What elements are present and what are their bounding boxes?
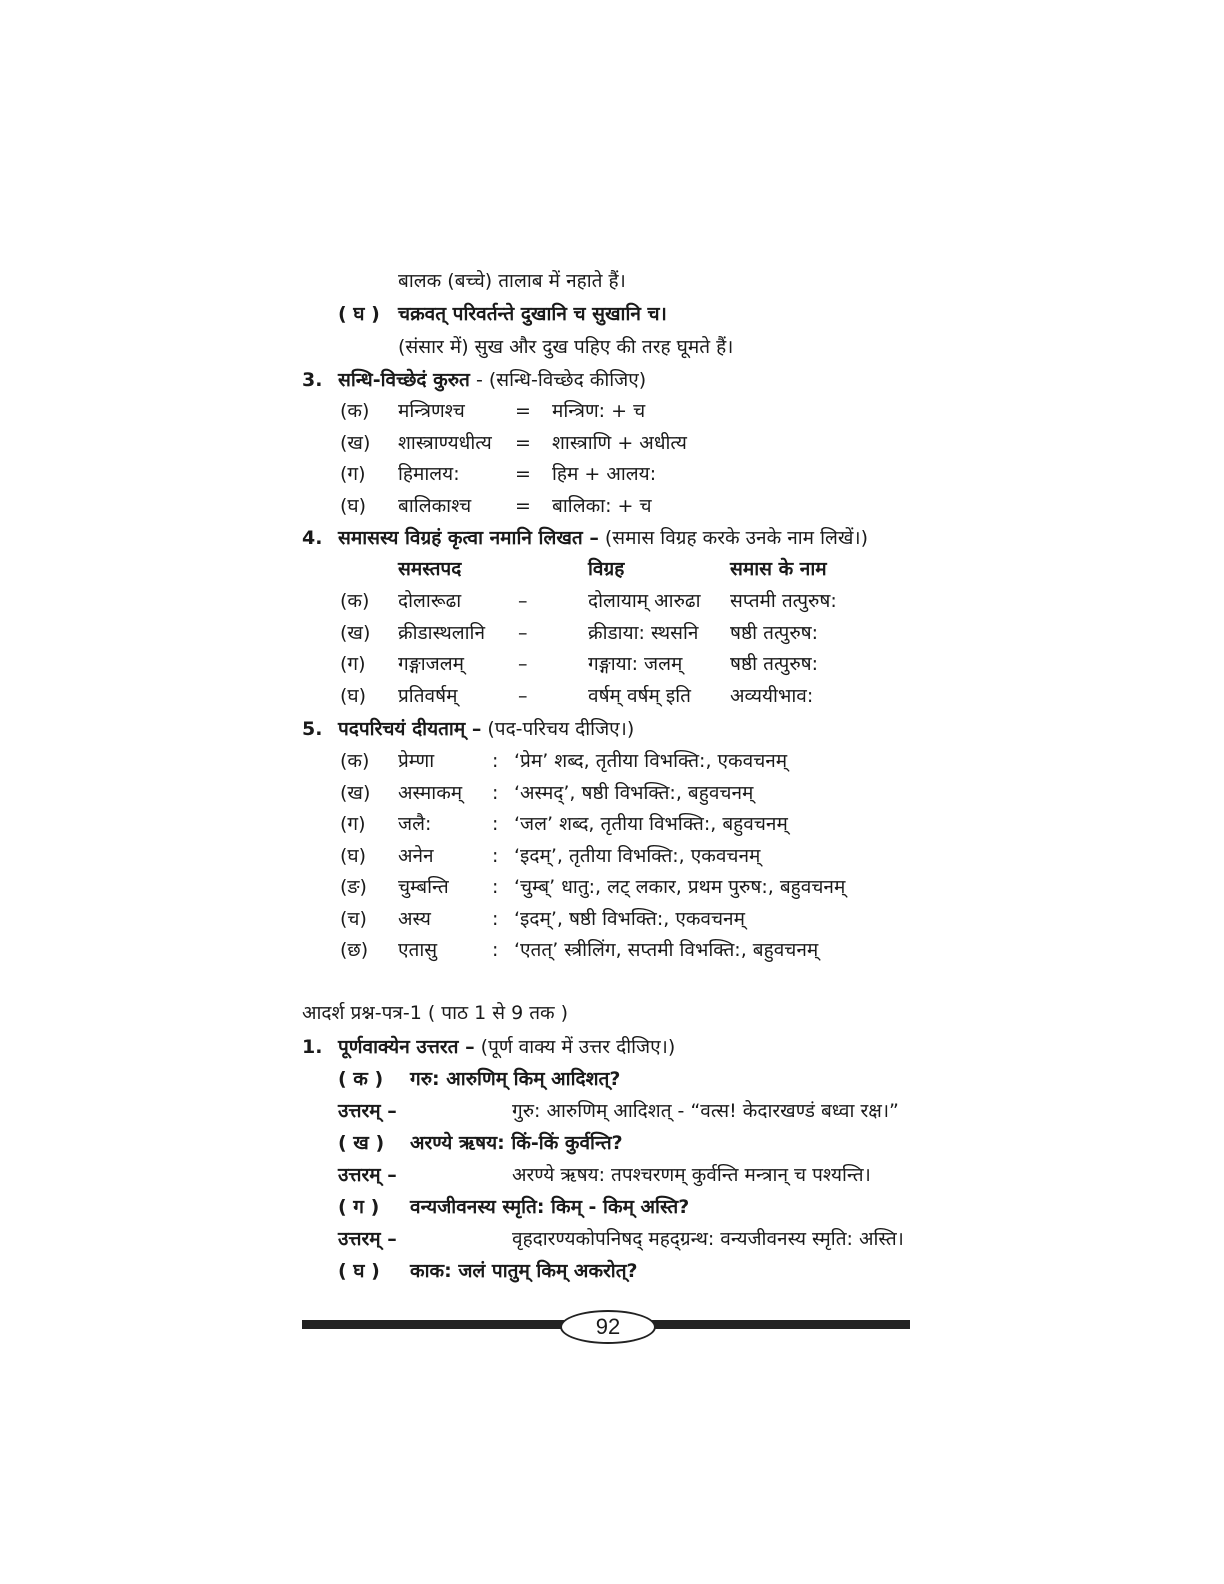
item-marker: (घ) [340,684,367,707]
translation-line: (संसार में) सुख और दुख पहिए की तरह घूमते हैं। [398,336,734,358]
model-paper-heading: आदर्श प्रश्न-पत्र-1 ( पाठ 1 से 9 तक ) [302,1002,569,1024]
dash: – [518,621,528,644]
dash: – [518,684,528,707]
question-subtitle: (समास विग्रह करके उनके नाम लिखें।) [604,527,869,549]
item-marker: (ग) [340,813,366,835]
pad-word: अनेन [398,844,434,867]
item-marker: (ग) [340,463,366,485]
equals-sign: = [515,463,531,485]
answer-text: वृहदारण्यकोपनिषद् महद्ग्रन्थ: वन्यजीवनस्य स्मृति: अस्ति। [512,1228,904,1250]
sandhi-split: बालिका: + च [552,494,652,517]
pad-description: ‘इदम्’, षष्ठी विभक्ति:, एकवचनम् [514,907,745,930]
equals-sign: = [515,400,531,422]
samas-name: सप्तमी तत्पुरुष: [730,590,837,612]
answer-label: उत्तरम् – [338,1228,397,1250]
question-text: वन्यजीवनस्य स्मृति: किम् - किम् अस्ति? [410,1196,690,1218]
question-text: काक: जलं पातुम् किम् अकरोत्? [410,1260,638,1282]
footer-rule-left [302,1320,564,1329]
item-marker: (घ) [340,844,367,867]
colon: : [492,907,499,930]
question-number: 4. [302,527,323,549]
question-heading [338,716,634,742]
answer-label: उत्तरम् – [338,1100,397,1122]
item-marker: ( ख ) [338,1132,385,1154]
item-marker: (क) [340,400,370,422]
question-heading [338,525,868,551]
question-text: गरु: आरुणिम् किम् आदिशत्? [410,1068,621,1090]
sandhi-word: हिमालय: [398,463,460,485]
pad-description: ‘एतत्’ स्त्रीलिंग, सप्तमी विभक्ति:, बहुवचनम् [514,939,819,961]
colon: : [492,813,499,835]
samas-name: षष्ठी तत्पुरुष: [730,653,819,675]
colon: : [492,844,499,867]
pad-word: जलै: [398,813,432,835]
page-number: 92 [560,1310,656,1344]
pad-word: अस्माकम् [398,781,463,804]
sanskrit-sentence: चक्रवत् परिवर्तन्ते दुखानि च सुखानि च। [398,303,667,325]
equals-sign: = [515,431,531,454]
answer-label: उत्तरम् – [338,1164,397,1186]
footer-rule-right [648,1320,910,1329]
question-heading [338,1034,675,1060]
pad-description: ‘प्रेम’ शब्द, तृतीया विभक्ति:, एकवचनम् [514,750,788,772]
item-marker: (ङ) [340,876,367,898]
pad-description: ‘चुम्ब्’ धातु:, लट् लकार, प्रथम पुरुष:, बहुवचनम् [514,876,846,898]
item-marker: (छ) [340,939,369,961]
sandhi-word: शास्त्राण्यधीत्य [398,431,492,454]
question-title: पूर्णवाक्येन उत्तरत – [338,1036,475,1058]
vigraha: वर्षम् वर्षम् इति [588,684,691,707]
sandhi-split: हिम + आलय: [552,463,657,485]
equals-sign: = [515,494,531,517]
answer-text: अरण्ये ऋषय: तपश्चरणम् कुर्वन्ति मन्त्रान् च पश्यन्ति। [512,1164,871,1186]
question-subtitle: - (सन्धि-विच्छेद कीजिए) [475,369,647,391]
samastapad: प्रतिवर्षम् [398,684,458,707]
item-marker: (क) [340,590,370,612]
question-number: 5. [302,718,323,740]
item-marker: (ग) [340,653,366,675]
question-subtitle: (पद-परिचय दीजिए।) [487,718,635,740]
question-number: 1. [302,1036,323,1058]
item-marker: (ख) [340,621,371,644]
pad-description: ‘अस्मद्’, षष्ठी विभक्ति:, बहुवचनम् [514,781,754,804]
item-marker: (घ) [340,494,367,517]
sandhi-split: मन्त्रिण: + च [552,400,646,422]
item-marker: (क) [340,750,370,772]
question-subtitle: (पूर्ण वाक्य में उत्तर दीजिए।) [480,1036,676,1058]
item-marker: ( क ) [338,1068,384,1090]
samastapad: गङ्गाजलम् [398,653,464,675]
samas-name: अव्ययीभाव: [730,684,814,707]
question-text: अरण्ये ऋषय: किं-किं कुर्वन्ति? [410,1132,623,1154]
colon: : [492,876,499,898]
item-marker: (च) [340,907,367,930]
column-header: समास के नाम [730,558,827,580]
pad-word: चुम्बन्ति [398,876,449,898]
sandhi-word: मन्त्रिणश्च [398,400,465,422]
samastapad: क्रीडास्थलानि [398,621,486,644]
item-marker: (ख) [340,431,371,454]
item-marker: (ख) [340,781,371,804]
question-title: समासस्य विग्रहं कृत्वा नमानि लिखत – [338,527,599,549]
vigraha: दोलायाम् आरुढा [588,590,701,612]
column-header: समस्तपद [398,558,462,580]
item-marker: ( घ ) [338,1260,380,1282]
pad-word: प्रेम्णा [398,750,435,772]
item-marker: ( घ ) [338,303,380,325]
pad-word: एतासु [398,939,438,961]
colon: : [492,781,499,804]
samas-name: षष्ठी तत्पुरुष: [730,621,819,644]
vigraha: गङ्गाया: जलम् [588,653,683,675]
question-title: सन्धि-विच्छेदं कुरुत [338,369,470,391]
colon: : [492,750,499,772]
question-heading [338,367,646,393]
pad-word: अस्य [398,907,431,930]
pad-description: ‘इदम्’, तृतीया विभक्ति:, एकवचनम् [514,844,761,867]
answer-text: गुरु: आरुणिम् आदिशत् - “वत्स! केदारखण्डं बध्वा रक्ष।” [512,1100,899,1122]
sandhi-split: शास्त्राणि + अधीत्य [552,431,687,454]
sandhi-word: बालिकाश्च [398,494,472,517]
column-header: विग्रह [588,558,625,580]
question-title: पदपरिचयं दीयताम् – [338,718,482,740]
colon: : [492,939,499,961]
item-marker: ( ग ) [338,1196,380,1218]
translation-line: बालक (बच्चे) तालाब में नहाते हैं। [398,270,626,292]
question-number: 3. [302,369,323,391]
dash: – [518,653,528,675]
dash: – [518,590,528,612]
pad-description: ‘जल’ शब्द, तृतीया विभक्ति:, बहुवचनम् [514,813,788,835]
vigraha: क्रीडाया: स्थसनि [588,621,699,644]
samastapad: दोलारूढा [398,590,462,612]
